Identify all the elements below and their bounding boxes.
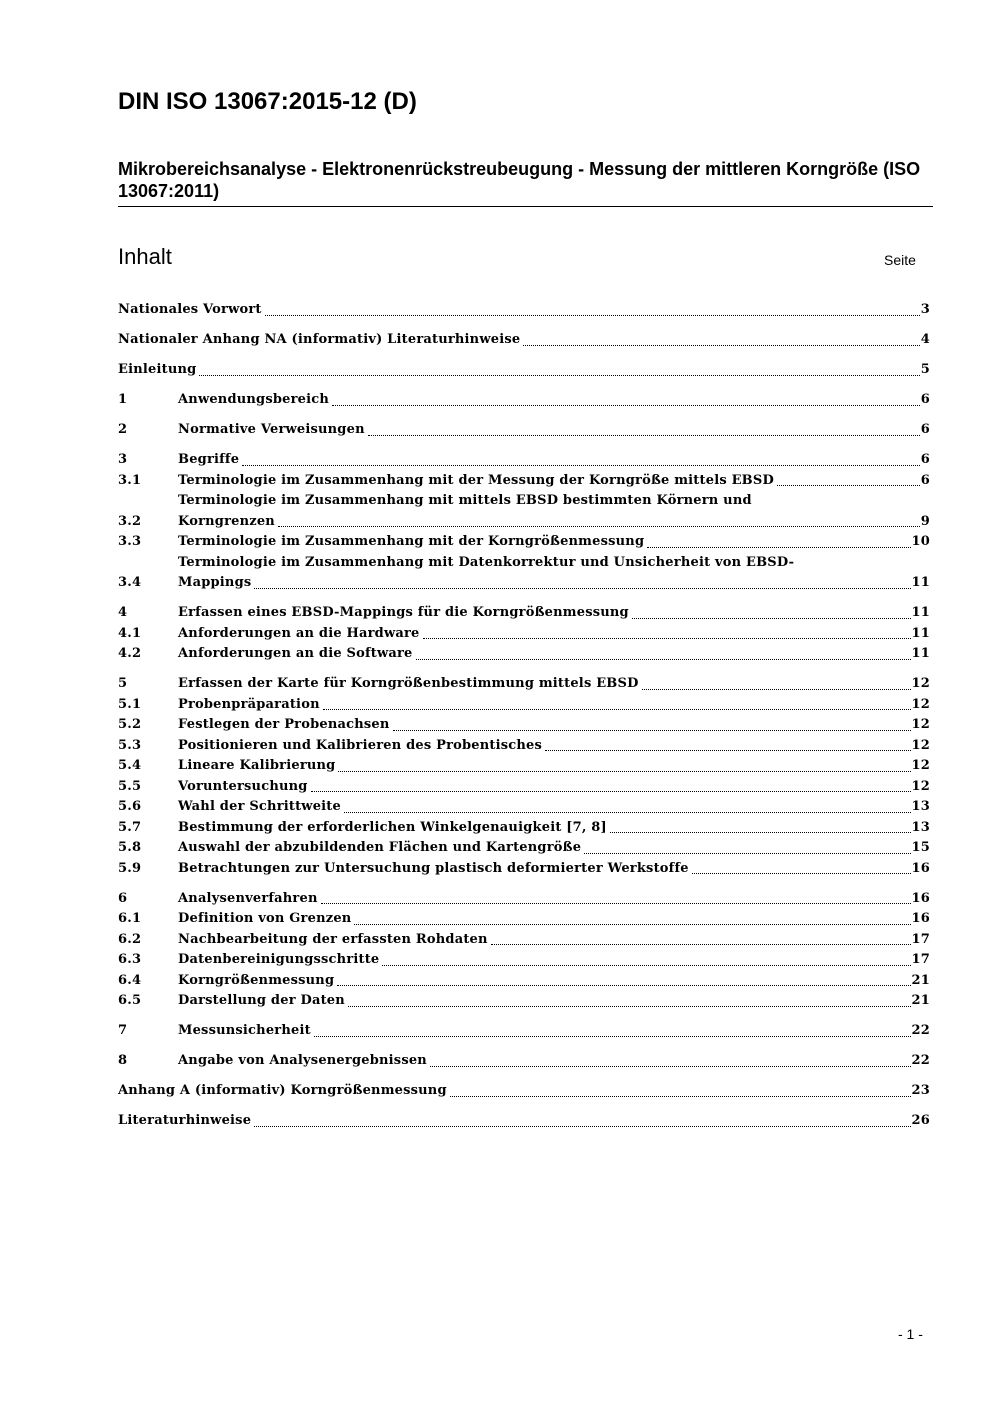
dot-leader xyxy=(332,405,920,406)
dot-leader xyxy=(692,873,911,874)
toc-entry-page: 10 xyxy=(911,534,930,549)
dot-leader xyxy=(642,689,911,690)
toc-entry[interactable] xyxy=(118,1111,930,1132)
toc-entry-page: 6 xyxy=(920,452,930,467)
toc-entry-title: Angabe von Analysenergebnissen xyxy=(178,1053,427,1068)
toc-entry[interactable] xyxy=(118,532,930,553)
dot-leader xyxy=(278,526,920,527)
toc-entry-page: 4 xyxy=(920,332,930,347)
dot-leader xyxy=(344,812,911,813)
toc-entry-title: Bestimmung der erforderlichen Winkelgenauigkeit [7, 8] xyxy=(178,819,607,835)
toc-entry-number: 6.4 xyxy=(118,972,142,988)
toc-entry-title-continued: Korngrenzen xyxy=(178,513,275,529)
toc-entry[interactable] xyxy=(118,674,930,695)
toc-entry[interactable] xyxy=(118,360,930,381)
toc-entry-number: 3 xyxy=(118,452,128,467)
toc-entry[interactable] xyxy=(118,695,930,716)
toc-entry-number: 3.4 xyxy=(118,575,142,590)
toc-entry-page: 16 xyxy=(911,911,930,926)
toc-entry-title: Erfassen der Karte für Korngrößenbestimmung mittels EBSD xyxy=(178,676,639,691)
toc-entry-page: 15 xyxy=(911,840,930,855)
toc-entry[interactable] xyxy=(118,450,930,471)
toc-entry-title: Datenbereinigungsschritte xyxy=(178,952,380,967)
toc-entry[interactable] xyxy=(118,797,930,818)
dot-leader xyxy=(632,618,911,619)
toc-entry-title: Anforderungen an die Hardware xyxy=(178,625,420,641)
toc-entry-title: Anhang A (informativ) Korngrößenmessung xyxy=(118,1083,447,1098)
dot-leader xyxy=(423,638,911,639)
dot-leader xyxy=(199,375,919,376)
toc-entry-number: 5.5 xyxy=(118,778,142,794)
toc-entry-title: Normative Verweisungen xyxy=(178,422,365,437)
toc-entry-number: 4.1 xyxy=(118,625,142,641)
toc-entry-page: 6 xyxy=(920,392,930,407)
toc-entry-title: Terminologie im Zusammenhang mit mittels EBSD bestimmten Körnern und xyxy=(178,493,752,508)
toc-entry-number: 6.3 xyxy=(118,952,142,967)
toc-entry-page: 21 xyxy=(911,993,930,1008)
toc-entry-number: 5.8 xyxy=(118,840,142,855)
dot-leader xyxy=(368,435,920,436)
dot-leader xyxy=(337,985,910,986)
toc-entry[interactable] xyxy=(118,471,930,492)
toc-entry-title: Terminologie im Zusammenhang mit der Korngrößenmessung xyxy=(178,534,645,549)
toc-entry-page: 11 xyxy=(911,605,930,620)
dot-leader xyxy=(610,832,911,833)
dot-leader xyxy=(354,924,910,925)
page-column-label: Seite xyxy=(884,252,916,268)
toc-entry-title: Positionieren und Kalibrieren des Probentisches xyxy=(178,737,543,753)
toc-entry[interactable] xyxy=(118,300,930,321)
toc-entry-number: 5.1 xyxy=(118,696,142,712)
dot-leader xyxy=(242,465,920,466)
toc-entry-number: 5.7 xyxy=(118,819,142,835)
toc-entry[interactable] xyxy=(118,736,930,757)
dot-leader xyxy=(265,315,920,316)
toc-entry[interactable] xyxy=(118,715,930,736)
toc-entry[interactable] xyxy=(118,909,930,930)
toc-entry-page: 11 xyxy=(911,646,930,661)
toc-entry-title: Analysenverfahren xyxy=(178,890,318,906)
toc-entry-title: Probenpräparation xyxy=(178,696,320,712)
toc-entry-number: 1 xyxy=(118,392,128,407)
toc-entry-page: 13 xyxy=(911,819,930,835)
toc-entry-page: 23 xyxy=(911,1083,930,1098)
toc-entry-title: Korngrößenmessung xyxy=(178,972,335,988)
dot-leader xyxy=(545,750,910,751)
dot-leader xyxy=(323,709,911,710)
toc-entry[interactable] xyxy=(118,889,930,910)
toc-entry-page: 5 xyxy=(920,362,930,377)
toc-entry-title: Auswahl der abzubildenden Flächen und Kartengröße xyxy=(178,840,582,855)
dot-leader xyxy=(321,903,911,904)
toc-entry-title: Anwendungsbereich xyxy=(178,392,330,407)
toc-entry-title: Erfassen eines EBSD-Mappings für die Korngrößenmessung xyxy=(178,605,629,620)
toc-entry-title: Lineare Kalibrierung xyxy=(178,758,336,773)
toc-entry[interactable] xyxy=(118,818,930,839)
toc-entry-page: 6 xyxy=(920,472,930,488)
toc-entry-page: 26 xyxy=(911,1113,930,1128)
toc-entry-number: 5.2 xyxy=(118,717,142,732)
toc-entry-title: Literaturhinweise xyxy=(118,1113,252,1128)
dot-leader xyxy=(647,547,910,548)
toc-entry[interactable] xyxy=(118,491,930,532)
toc-entry-page: 12 xyxy=(911,737,930,753)
toc-entry-page: 11 xyxy=(911,575,930,590)
toc-entry-page: 16 xyxy=(911,860,930,876)
toc-entry-number: 2 xyxy=(118,422,128,437)
toc-entry[interactable] xyxy=(118,991,930,1012)
toc-entry-page: 21 xyxy=(911,972,930,988)
dot-leader xyxy=(382,965,910,966)
toc-entry-title: Festlegen der Probenachsen xyxy=(178,717,390,732)
dot-leader xyxy=(311,791,911,792)
dot-leader xyxy=(254,588,910,589)
toc-entry[interactable] xyxy=(118,950,930,971)
toc-entry[interactable] xyxy=(118,1081,930,1102)
toc-heading: Inhalt xyxy=(118,244,172,269)
dot-leader xyxy=(584,853,910,854)
toc-entry-page: 12 xyxy=(911,676,930,691)
dot-leader xyxy=(430,1066,911,1067)
dot-leader xyxy=(314,1036,911,1037)
toc-entry[interactable] xyxy=(118,838,930,859)
toc-entry-number: 6.5 xyxy=(118,993,142,1008)
toc-entry[interactable] xyxy=(118,420,930,441)
toc-entry[interactable] xyxy=(118,930,930,951)
toc-entry-title: Messunsicherheit xyxy=(178,1023,311,1038)
toc-entry-number: 3.2 xyxy=(118,513,142,529)
dot-leader xyxy=(523,345,919,346)
dot-leader xyxy=(348,1006,911,1007)
toc-entry-number: 4 xyxy=(118,605,128,620)
toc-entry[interactable] xyxy=(118,971,930,992)
toc-entry-page: 6 xyxy=(920,422,930,437)
toc-entry-number: 5.9 xyxy=(118,860,142,876)
toc-entry-page: 12 xyxy=(911,696,930,712)
toc-entry-title: Wahl der Schrittweite xyxy=(178,799,341,814)
toc-entry-number: 5 xyxy=(118,676,128,691)
dot-leader xyxy=(254,1126,910,1127)
toc-entry-page: 17 xyxy=(911,931,930,947)
toc-entry[interactable] xyxy=(118,390,930,411)
page-number: - 1 - xyxy=(898,1326,923,1342)
dot-leader xyxy=(491,944,911,945)
toc-entry[interactable] xyxy=(118,644,930,665)
toc-entry-number: 6.1 xyxy=(118,911,142,926)
toc-entry-number: 6 xyxy=(118,890,128,906)
toc-entry-page: 16 xyxy=(911,890,930,906)
toc-entry-page: 22 xyxy=(911,1023,930,1038)
toc-entry[interactable] xyxy=(118,553,930,594)
toc-entry-title: Nationales Vorwort xyxy=(118,302,262,317)
toc-entry[interactable] xyxy=(118,603,930,624)
toc-entry-page: 12 xyxy=(911,778,930,794)
toc-entry-number: 5.3 xyxy=(118,737,142,753)
toc-entry-title: Voruntersuchung xyxy=(178,778,308,794)
toc-entry-page: 13 xyxy=(911,799,930,814)
toc-entry-title: Nachbearbeitung der erfassten Rohdaten xyxy=(178,931,488,947)
toc-entry-page: 3 xyxy=(920,302,930,317)
toc-entry-page: 12 xyxy=(911,717,930,732)
toc-entry-title: Begriffe xyxy=(178,452,240,467)
toc-entry-page: 9 xyxy=(920,513,930,529)
title-divider xyxy=(118,206,933,207)
toc-entry-title: Terminologie im Zusammenhang mit Datenkorrektur und Unsicherheit von EBSD- xyxy=(178,554,795,570)
toc-entry-title: Darstellung der Daten xyxy=(178,993,345,1008)
toc-entry-title: Einleitung xyxy=(118,362,197,377)
toc-entry-page: 12 xyxy=(911,758,930,773)
toc-entry-number: 6.2 xyxy=(118,931,142,947)
dot-leader xyxy=(416,659,911,660)
toc-entry-number: 4.2 xyxy=(118,646,142,661)
toc-entry[interactable] xyxy=(118,330,930,351)
table-of-contents xyxy=(118,300,930,1132)
toc-entry[interactable] xyxy=(118,756,930,777)
toc-entry[interactable] xyxy=(118,1021,930,1042)
toc-entry[interactable] xyxy=(118,1051,930,1072)
toc-entry[interactable] xyxy=(118,777,930,798)
dot-leader xyxy=(777,485,920,486)
toc-entry-title: Anforderungen an die Software xyxy=(178,646,413,661)
toc-entry[interactable] xyxy=(118,624,930,645)
toc-entry-number: 5.6 xyxy=(118,799,142,814)
toc-entry-number: 7 xyxy=(118,1023,128,1038)
toc-entry-title: Terminologie im Zusammenhang mit der Messung der Korngröße mittels EBSD xyxy=(178,472,774,488)
toc-entry-number: 8 xyxy=(118,1053,128,1068)
toc-entry-page: 11 xyxy=(911,625,930,641)
toc-entry-number: 3.3 xyxy=(118,534,142,549)
toc-entry[interactable] xyxy=(118,859,930,880)
toc-entry-title: Betrachtungen zur Untersuchung plastisch deformierter Werkstoffe xyxy=(178,860,689,876)
document-subtitle: Mikrobereichsanalyse - Elektronenrückstreubeugung - Messung der mittleren Korngröße (ISO 13067:2011) xyxy=(118,159,921,201)
dot-leader xyxy=(338,771,910,772)
toc-entry-number: 5.4 xyxy=(118,758,142,773)
dot-leader xyxy=(450,1096,911,1097)
toc-entry-title-continued: Mappings xyxy=(178,575,252,590)
dot-leader xyxy=(393,730,911,731)
document-title: DIN ISO 13067:2015-12 (D) xyxy=(118,88,417,115)
toc-entry-title: Nationaler Anhang NA (informativ) Literaturhinweise xyxy=(118,332,521,347)
toc-entry-page: 22 xyxy=(911,1053,930,1068)
toc-entry-number: 3.1 xyxy=(118,472,142,488)
toc-entry-title: Definition von Grenzen xyxy=(178,911,352,926)
toc-entry-page: 17 xyxy=(911,952,930,967)
